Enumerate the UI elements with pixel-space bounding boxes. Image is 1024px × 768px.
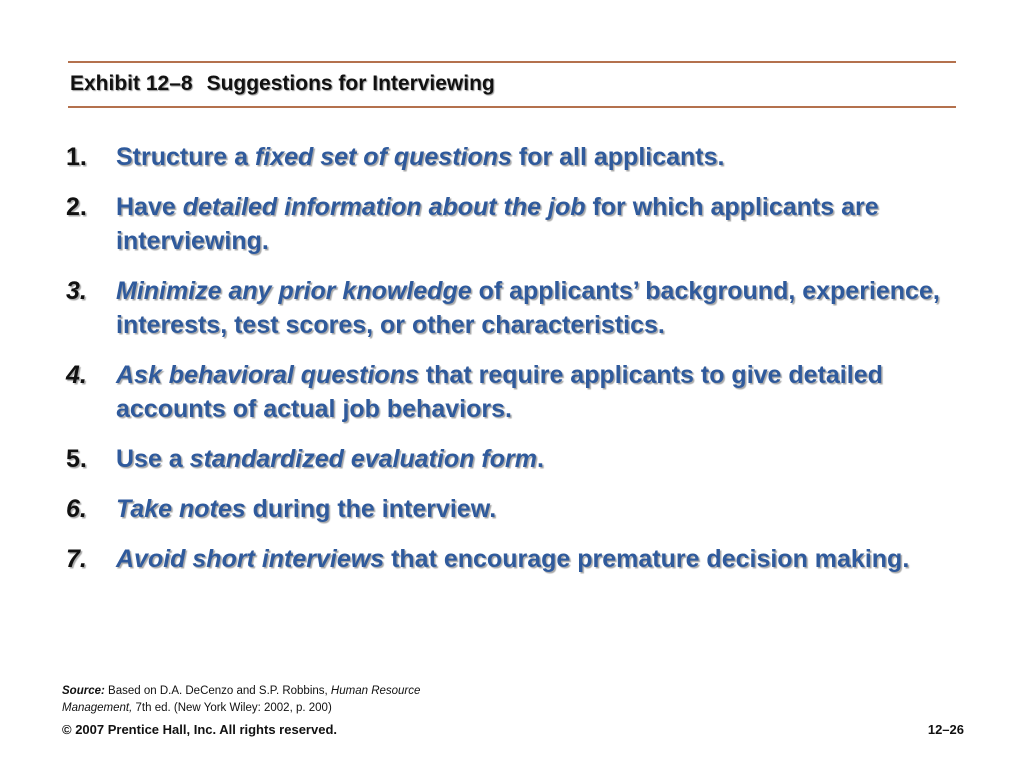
item-number: 2. <box>66 193 87 221</box>
item-emphasis: Ask behavioral questions <box>116 361 419 389</box>
item-text: Structure a fixed set of questions for all applicants. <box>116 143 725 171</box>
item-text: Use a standardized evaluation form. <box>116 445 544 473</box>
source-book: Human Resource Management, <box>62 685 421 714</box>
item-text: Avoid short interviews that encourage premature decision making. <box>116 545 910 573</box>
copyright: © 2007 Prentice Hall, Inc. All rights reserved. <box>62 722 337 737</box>
item-number: 6. <box>66 495 87 523</box>
list-item <box>66 190 956 258</box>
top-divider <box>68 61 956 63</box>
item-emphasis: fixed set of questions <box>254 143 512 171</box>
item-number: 5. <box>66 445 87 473</box>
item-number: 7. <box>66 545 87 573</box>
list-item <box>66 140 956 174</box>
item-number: 4. <box>66 361 87 389</box>
item-emphasis: Take notes <box>116 495 246 523</box>
source-citation <box>62 683 462 717</box>
suggestion-list <box>66 140 956 592</box>
exhibit-label: Exhibit 12–8 <box>70 72 193 95</box>
item-text: Ask behavioral questions that require applicants to give detailed accounts of actual job behaviors. <box>116 361 883 423</box>
item-emphasis: standardized evaluation form <box>189 445 537 473</box>
page-number: 12–26 <box>927 722 964 737</box>
bottom-divider <box>68 106 956 108</box>
source-label: Source: <box>62 685 105 697</box>
source-edition: 7th ed. (New York Wiley: 2002, p. 200) <box>132 702 332 714</box>
item-text: Minimize any prior knowledge of applicants’ background, experience, interests, test scores, or other characteristics. <box>116 277 940 339</box>
item-number: 1. <box>66 143 87 171</box>
list-item <box>66 442 956 476</box>
item-text: Take notes during the interview. <box>116 495 497 523</box>
item-emphasis: Avoid short interviews <box>116 545 385 573</box>
list-item <box>66 492 956 526</box>
item-number: 3. <box>66 277 87 305</box>
slide-title <box>70 72 495 96</box>
source-text: Based on D.A. DeCenzo and S.P. Robbins, <box>104 685 331 697</box>
item-text: Have detailed information about the job for which applicants are interviewing. <box>116 193 879 255</box>
list-item <box>66 274 956 342</box>
item-emphasis: Minimize any prior knowledge <box>116 277 472 305</box>
item-emphasis: detailed information about the job <box>182 193 586 221</box>
list-item <box>66 542 956 576</box>
list-item <box>66 358 956 426</box>
exhibit-title: Suggestions for Interviewing <box>206 72 495 95</box>
